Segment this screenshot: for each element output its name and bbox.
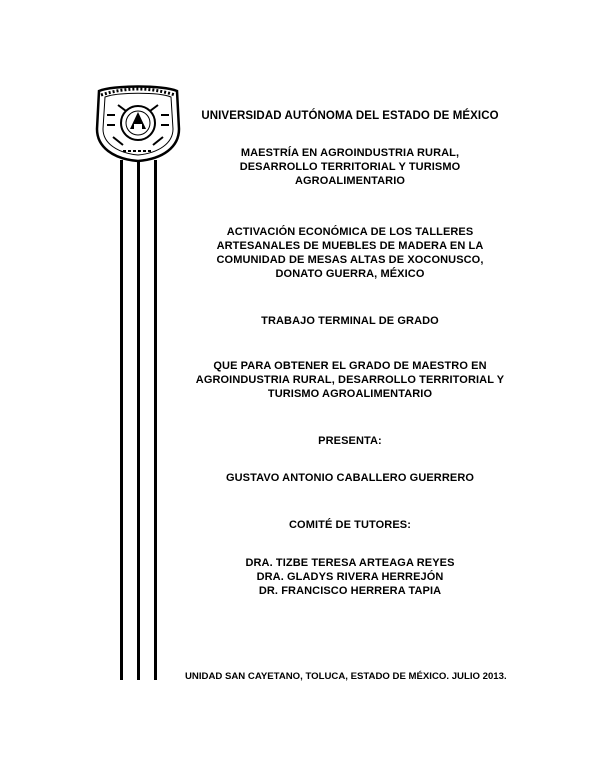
work-type: TRABAJO TERMINAL DE GRADO — [261, 315, 439, 327]
program-line: MAESTRÍA EN AGROINDUSTRIA RURAL, — [240, 147, 460, 159]
degree-line: TURISMO AGROALIMENTARIO — [267, 388, 433, 400]
title-line: COMUNIDAD DE MESAS ALTAS DE XOCONUSCO, — [216, 254, 484, 266]
decorative-vertical-line — [137, 160, 140, 680]
university-name: UNIVERSIDAD AUTÓNOMA DEL ESTADO DE MÉXICO — [201, 110, 499, 122]
university-seal-icon — [93, 85, 183, 163]
title-line: ACTIVACIÓN ECONÓMICA DE LOS TALLERES — [226, 226, 474, 238]
decorative-vertical-line — [154, 160, 157, 680]
presenta-label: PRESENTA: — [318, 435, 382, 447]
decorative-vertical-line — [120, 160, 123, 680]
program-line: AGROALIMENTARIO — [294, 175, 406, 187]
title-line: DONATO GUERRA, MÉXICO — [275, 268, 425, 280]
degree-line: AGROINDUSTRIA RURAL, DESARROLLO TERRITORIAL Y — [195, 374, 505, 386]
title-line: ARTESANALES DE MUEBLES DE MADERA EN LA — [216, 240, 484, 252]
tutor-name: DRA. GLADYS RIVERA HERREJÓN — [256, 571, 444, 583]
program-line: DESARROLLO TERRITORIAL Y TURISMO — [239, 161, 461, 173]
author-name: GUSTAVO ANTONIO CABALLERO GUERRERO — [225, 472, 475, 484]
degree-line: QUE PARA OBTENER EL GRADO DE MAESTRO EN — [213, 360, 487, 372]
tutor-name: DR. FRANCISCO HERRERA TAPIA — [258, 585, 442, 597]
tutors-list — [185, 556, 515, 598]
degree-statement — [185, 359, 515, 401]
thesis-title — [185, 225, 515, 281]
program-name — [185, 146, 515, 188]
footer-location-date: UNIDAD SAN CAYETANO, TOLUCA, ESTADO DE MÉXICO. JULIO 2013. — [185, 671, 507, 682]
tutor-name: DRA. TIZBE TERESA ARTEAGA REYES — [245, 557, 455, 569]
committee-label: COMITÉ DE TUTORES: — [289, 519, 411, 531]
